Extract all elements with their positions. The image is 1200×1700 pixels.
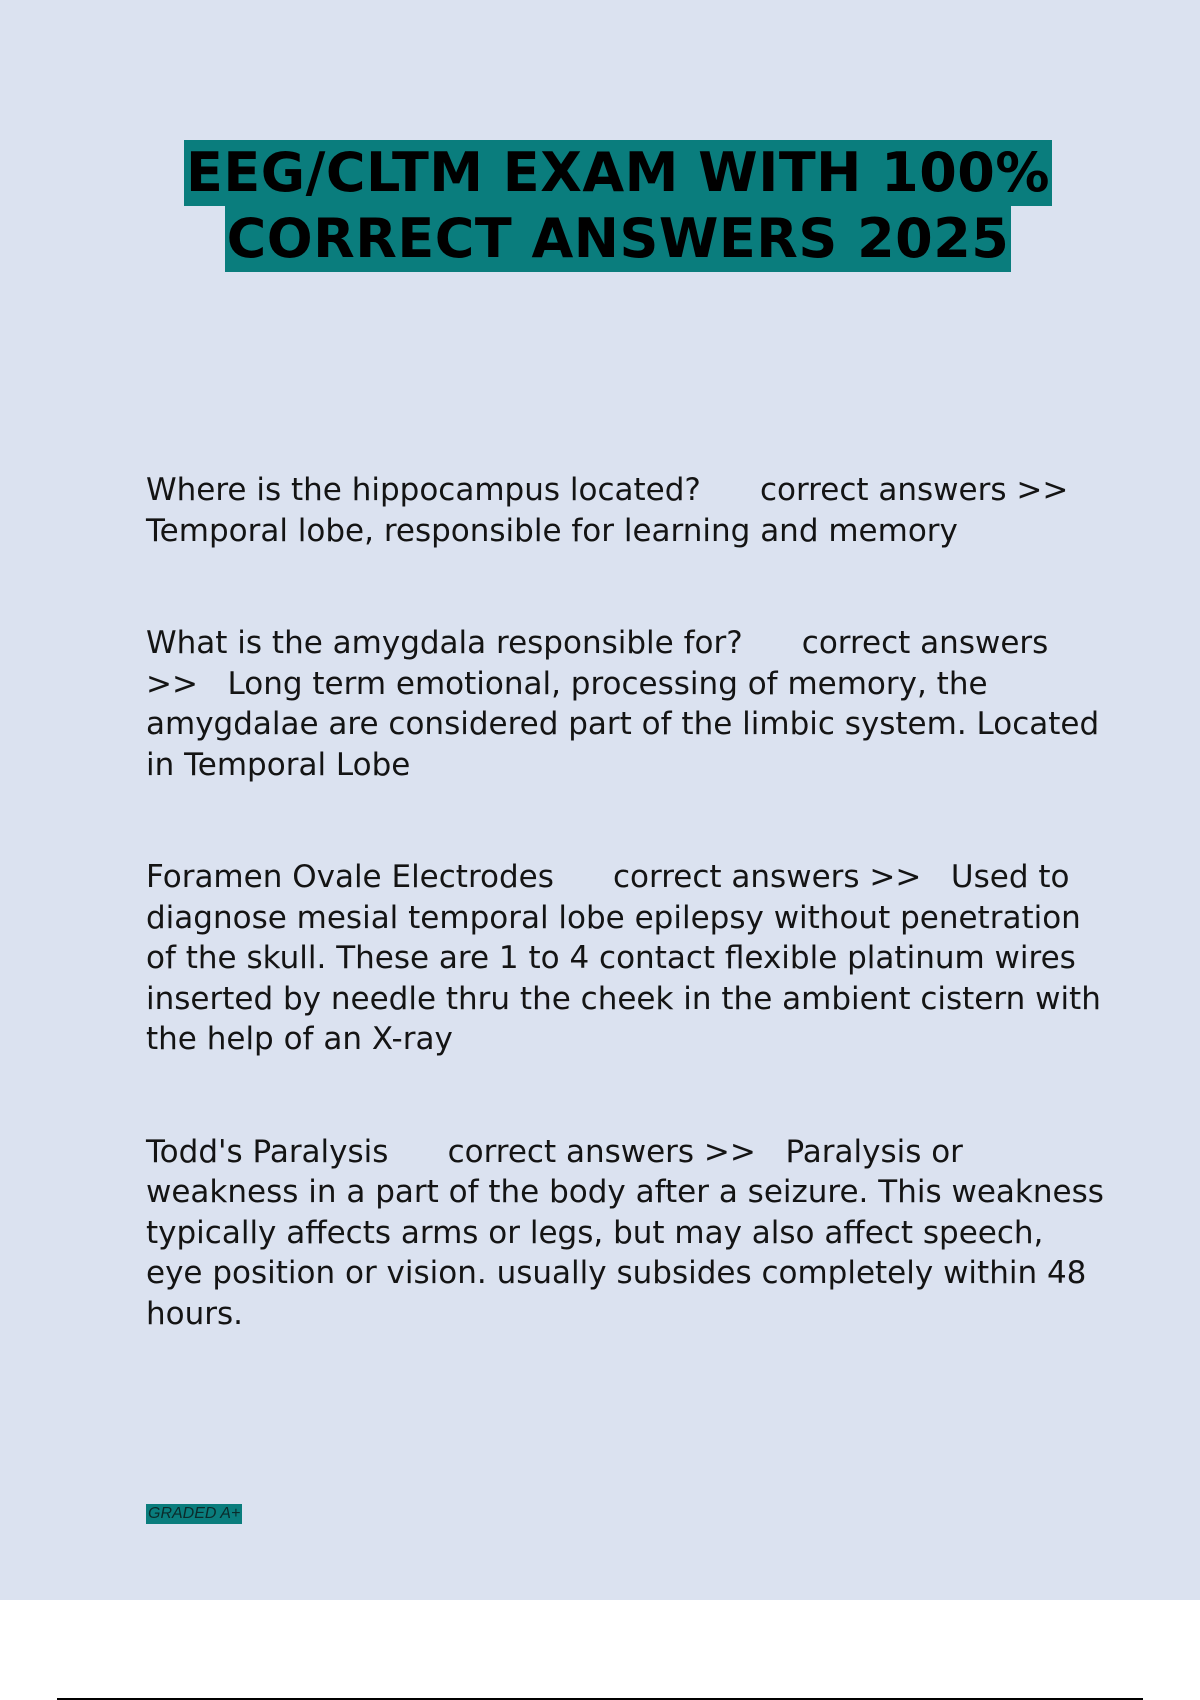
qa-answer: Temporal lobe, responsible for learning and memory	[146, 512, 958, 549]
qa-marker: correct answers >>	[447, 1133, 756, 1170]
qa-answer: Long term emotional, processing of memory, the amygdalae are considered part of the limbic system. Located in Temporal Lobe	[146, 665, 1110, 783]
qa-marker: correct answers >>	[146, 625, 1059, 702]
qa-question: What is the amygdala responsible for?	[146, 625, 743, 661]
qa-list	[146, 470, 1114, 1334]
page-title	[0, 140, 1200, 272]
title-line-1: EEG/CLTM EXAM WITH 100%	[186, 141, 1050, 204]
qa-item	[146, 470, 1106, 551]
qa-question: Where is the hippocampus located?	[146, 472, 701, 508]
qa-marker: correct answers >>	[759, 472, 1069, 508]
qa-item	[146, 857, 1111, 1060]
qa-answer: Paralysis or weakness in a part of the body after a seizure. This weakness typically affects arms or legs, but may also affect speech, eye position or vision. usually subsides completely within 48 hours.	[146, 1133, 1114, 1332]
title-line-2: CORRECT ANSWERS 2025	[226, 207, 1010, 270]
qa-item	[146, 1132, 1114, 1335]
graded-badge: GRADED A+	[148, 1505, 241, 1522]
qa-marker: correct answers >>	[613, 859, 922, 895]
qa-question: Foramen Ovale Electrodes	[146, 859, 554, 895]
qa-item	[146, 623, 1110, 785]
qa-answer: Used to diagnose mesial temporal lobe epilepsy without penetration of the skull. These are 1 to 4 contact flexible platinum wires inserted by needle thru the cheek in the ambient cistern with the help of an X-ray	[146, 859, 1111, 1057]
qa-question: Todd's Paralysis	[146, 1133, 389, 1170]
